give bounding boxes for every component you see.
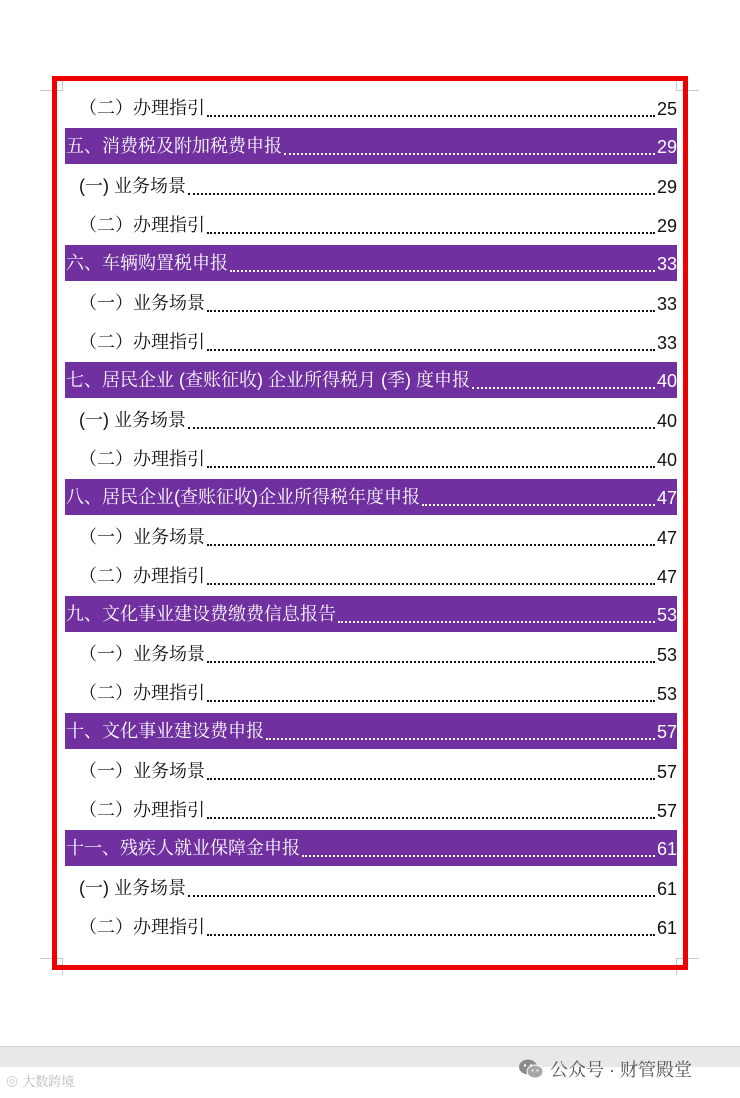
toc-entry-label: （二）办理指引 [79, 449, 205, 469]
toc-subsection-entry[interactable] [65, 284, 677, 320]
toc-subsection-entry[interactable] [65, 791, 677, 827]
toc-entry-label: 十一、残疾人就业保障金申报 [66, 838, 300, 858]
toc-leader-dots [188, 427, 655, 429]
toc-leader-dots [207, 232, 655, 234]
toc-leader-dots [207, 583, 655, 585]
toc-entry-page-number: 47 [656, 528, 677, 548]
toc-entry-label: 十、文化事业建设费申报 [66, 721, 264, 741]
toc-section-entry[interactable] [65, 362, 677, 398]
toc-entry-page-number: 40 [656, 450, 677, 470]
toc-entry-label: （一）业务场景 [79, 644, 205, 664]
toc-entry-label: 七、居民企业 (查账征收) 企业所得税月 (季) 度申报 [66, 370, 470, 390]
toc-subsection-entry[interactable] [65, 440, 677, 476]
toc-entry-label: （二）办理指引 [79, 98, 205, 118]
toc-section-entry[interactable] [65, 479, 677, 515]
toc-leader-dots [302, 855, 655, 857]
toc-entry-label: （二）办理指引 [79, 566, 205, 586]
toc-subsection-entry[interactable] [65, 674, 677, 710]
toc-entry-page-number: 40 [656, 371, 677, 391]
toc-subsection-entry[interactable] [65, 557, 677, 593]
toc-leader-dots [422, 504, 655, 506]
toc-leader-dots [207, 349, 655, 351]
toc-section-entry[interactable] [65, 128, 677, 164]
toc-entry-page-number: 29 [656, 216, 677, 236]
toc-subsection-entry[interactable] [65, 635, 677, 671]
toc-entry-label: （二）办理指引 [79, 917, 205, 937]
watermark-logo-icon: ◎ [6, 1072, 19, 1088]
toc-leader-dots [207, 310, 655, 312]
toc-entry-page-number: 29 [656, 137, 677, 157]
toc-entry-label: （一）业务场景 [79, 293, 205, 313]
toc-leader-dots [188, 895, 655, 897]
toc-entry-page-number: 53 [656, 645, 677, 665]
toc-section-entry[interactable] [65, 830, 677, 866]
toc-entry-page-number: 29 [656, 177, 677, 197]
toc-entry-page-number: 33 [656, 254, 677, 274]
toc-leader-dots [207, 544, 655, 546]
toc-entry-page-number: 57 [656, 801, 677, 821]
watermark-text: 大数跨境 [22, 1074, 75, 1089]
toc-leader-dots [230, 270, 655, 272]
wechat-icon [518, 1058, 544, 1080]
toc-leader-dots [207, 466, 655, 468]
toc-entry-page-number: 33 [656, 294, 677, 314]
toc-entry-label: （一）业务场景 [79, 761, 205, 781]
toc-entry-label: （二）办理指引 [79, 332, 205, 352]
toc-leader-dots [207, 115, 655, 117]
wechat-account-text: 公众号 · 财管殿堂 [550, 1060, 692, 1080]
toc-entry-page-number: 61 [656, 918, 677, 938]
toc-entry-page-number: 61 [656, 879, 677, 899]
toc-leader-dots [472, 387, 655, 389]
toc-entry-label: 九、文化事业建设费缴费信息报告 [66, 604, 336, 624]
toc-entry-page-number: 53 [656, 684, 677, 704]
toc-subsection-entry[interactable] [65, 869, 677, 905]
toc-entry-page-number: 33 [656, 333, 677, 353]
toc-entry-label: （一）业务场景 [79, 527, 205, 547]
toc-subsection-entry[interactable] [65, 89, 677, 125]
toc-entry-label: (一) 业务场景 [79, 878, 186, 898]
toc-entry-label: （二）办理指引 [79, 683, 205, 703]
toc-entry-page-number: 61 [656, 839, 677, 859]
toc-subsection-entry[interactable] [65, 752, 677, 788]
toc-leader-dots [207, 934, 655, 936]
toc-entry-label: (一) 业务场景 [79, 410, 186, 430]
toc-leader-dots [207, 700, 655, 702]
watermark [6, 1071, 74, 1090]
toc-entry-label: （二）办理指引 [79, 215, 205, 235]
toc-subsection-entry[interactable] [65, 401, 677, 437]
toc-subsection-entry[interactable] [65, 518, 677, 554]
toc-section-entry[interactable] [65, 245, 677, 281]
toc-subsection-entry[interactable] [65, 167, 677, 203]
red-highlight-frame [52, 76, 688, 970]
toc-entry-label: (一) 业务场景 [79, 176, 186, 196]
toc-entry-page-number: 57 [656, 762, 677, 782]
toc-entry-label: 八、居民企业(查账征收)企业所得税年度申报 [66, 487, 420, 507]
toc-entry-label: 五、消费税及附加税费申报 [66, 136, 282, 156]
toc-entry-page-number: 47 [656, 567, 677, 587]
toc-entry-page-number: 57 [656, 722, 677, 742]
toc-entry-label: （二）办理指引 [79, 800, 205, 820]
toc-entry-label: 六、车辆购置税申报 [66, 253, 228, 273]
toc-subsection-entry[interactable] [65, 323, 677, 359]
toc-entry-page-number: 25 [656, 99, 677, 119]
toc-leader-dots [266, 738, 655, 740]
toc-leader-dots [207, 778, 655, 780]
toc-section-entry[interactable] [65, 713, 677, 749]
toc-entry-page-number: 47 [656, 488, 677, 508]
wechat-account-label [518, 1056, 692, 1082]
toc-leader-dots [188, 193, 655, 195]
toc-leader-dots [338, 621, 655, 623]
toc-leader-dots [284, 153, 655, 155]
toc-section-entry[interactable] [65, 596, 677, 632]
toc-leader-dots [207, 661, 655, 663]
table-of-contents [65, 89, 677, 947]
toc-entry-page-number: 53 [656, 605, 677, 625]
toc-entry-page-number: 40 [656, 411, 677, 431]
toc-subsection-entry[interactable] [65, 908, 677, 944]
toc-subsection-entry[interactable] [65, 206, 677, 242]
toc-leader-dots [207, 817, 655, 819]
